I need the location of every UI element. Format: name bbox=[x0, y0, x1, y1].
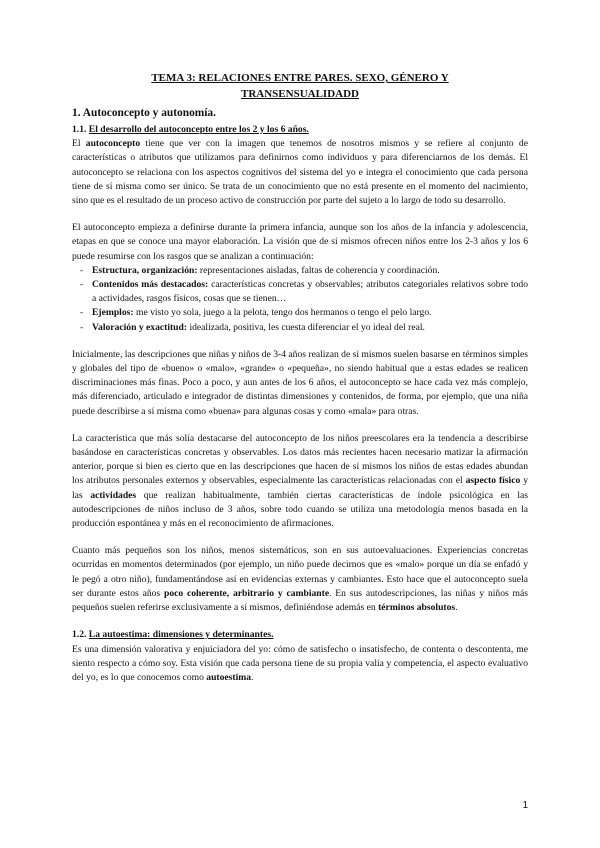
document-page bbox=[72, 70, 528, 685]
paragraph bbox=[72, 137, 528, 208]
text: La característica que más solía destacarse del autoconcepto de los niños preescolares era la tendencia a describirse basándose en características concretas y observables. Los datos más recientes hacen necesario matizar la afirmación anterior, porque si bien es cierto que en las descripciones que hacen de sí mismos los niños de estas edades abundan los atributos personales externos y observables, especialmente las características relacionadas con el bbox=[72, 432, 528, 487]
subsection-title: El desarrollo del autoconcepto entre los 2 y los 6 años. bbox=[88, 124, 309, 135]
text: . En sus autodescripciones, las niñas y niños más pequeños suelen referirse exclusivamente a sí mismos, definiéndose además en bbox=[72, 587, 529, 614]
document-title: TEMA 3: RELACIONES ENTRE PARES. SEXO, GÉNERO Y TRANSENSUALIDADD bbox=[151, 72, 449, 100]
bold-term: términos absolutos bbox=[378, 602, 456, 614]
paragraph bbox=[72, 544, 528, 615]
bold-term: autoconcepto bbox=[85, 138, 141, 150]
section-heading: 1. Autoconcepto y autonomía. bbox=[72, 107, 216, 119]
text: idealizada, positiva, les cuesta diferenciar el yo ideal del real. bbox=[187, 321, 425, 333]
paragraph bbox=[72, 432, 528, 531]
list-item bbox=[92, 321, 528, 335]
list-item bbox=[92, 278, 528, 306]
bold-term: Valoración y exactitud: bbox=[92, 321, 188, 333]
bold-term: actividades bbox=[90, 489, 137, 501]
subsection-number: 1.1. bbox=[72, 124, 89, 135]
text: Cuanto más pequeños son los niños, menos sistemáticos, son en sus autoevaluaciones. Experiencias concretas ocurridas en momentos determinados (por ejemplo, un niño puede decirnos que es «malo» porque un día se enfadó y le pegó a otro niño), fundamentándose así en evidencias externas y cambiantes. Esto hace que el autoconcepto suela ser durante estos años bbox=[72, 545, 528, 599]
subsection-number: 1.2. bbox=[72, 629, 89, 641]
list-item bbox=[92, 264, 528, 278]
text: . bbox=[455, 602, 458, 614]
page-number: 1 bbox=[522, 800, 528, 811]
text: representaciones aisladas, faltas de coherencia y coordinación. bbox=[197, 264, 440, 276]
paragraph: El autoconcepto empieza a definirse durante la primera infancia, aunque son los años de la infancia y adolescencia, etapas en que se conoce una mayor elaboración. La visión que de sí mismos ofrecen niños entre los 2-3 años y los 6 puede resumirse con los rasgos que se analizan a continuación: bbox=[72, 222, 528, 262]
subsection-heading bbox=[72, 628, 528, 642]
subsection-heading bbox=[72, 123, 528, 137]
text: tiene que ver con la imagen que tenemos de nosotros mismos y se refiere al conjunto de características o atributos que utilizamos para definirnos como individuos y para diferenciarnos de los demás. El autoconcepto se relaciona con los aspectos cognitivos del sistema del yo e integra el conocimiento que cada persona tiene de sí misma como ser único. Se trata de un conocimiento que no está presente en el momento del nacimiento, sino que es el resultado de un proceso activo de construcción por parte del sujeto a lo largo de todo su desarrollo. bbox=[72, 138, 528, 207]
paragraph: Inicialmente, las descripciones que niñas y niños de 3-4 años realizan de sí mismos suelen basarse en términos simples y globales del tipo de «bueno» o «malo», «grande» o «pequeña», no siendo habitual que a estas edades se realicen discriminaciones más finas. Poco a poco, y aun antes de los 6 años, el autoconcepto se hace cada vez más complejo, más diferenciado, articulado e integrador de distintas dimensiones y contenidos, de forma, por ejemplo, que una niña puede describirse a sí misma como «buena» para algunas cosas y como «mala» para otras. bbox=[72, 348, 528, 417]
bold-term: Contenidos más destacados: bbox=[92, 279, 209, 291]
text: que realizan habitualmente, también ciertas características de índole psicológica en las autodescripciones de niños incluso de 3 años, sobre todo cuando se utiliza una metodología menos basada en la producción espontánea y más en el reconocimiento de afirmaciones. bbox=[72, 489, 528, 530]
bold-term: poco coherente, arbitrario y cambiante bbox=[164, 587, 330, 599]
text: Es una dimensión valorativa y enjuiciadora del yo: cómo de satisfecho o insatisfecho, de contenta o descontenta, me siento respecto a cómo soy. Esta visión que cada persona tiene de su propia valía y competencia, el aspecto evaluativo del yo, es lo que conocemos como bbox=[72, 643, 528, 683]
text: me visto yo sola, juego a la pelota, tengo dos hermanos o tengo el pelo largo. bbox=[133, 307, 432, 319]
paragraph bbox=[72, 643, 528, 686]
bold-term: aspecto físico bbox=[465, 475, 521, 487]
bold-term: autoestima bbox=[206, 671, 252, 683]
list-item bbox=[92, 306, 528, 320]
subsection-title: La autoestima: dimensiones y determinantes. bbox=[88, 629, 274, 641]
text: . bbox=[251, 671, 254, 683]
text: El bbox=[72, 138, 86, 150]
text: y las bbox=[72, 475, 529, 501]
text: características concretas y observables; atributos categoriales relativos sobre todo a actividades, rasgos físicos, cosas que se tienen… bbox=[92, 279, 529, 305]
bold-term: Estructura, organización: bbox=[92, 264, 198, 276]
bullet-list bbox=[72, 264, 528, 335]
bold-term: Ejemplos: bbox=[92, 307, 134, 319]
